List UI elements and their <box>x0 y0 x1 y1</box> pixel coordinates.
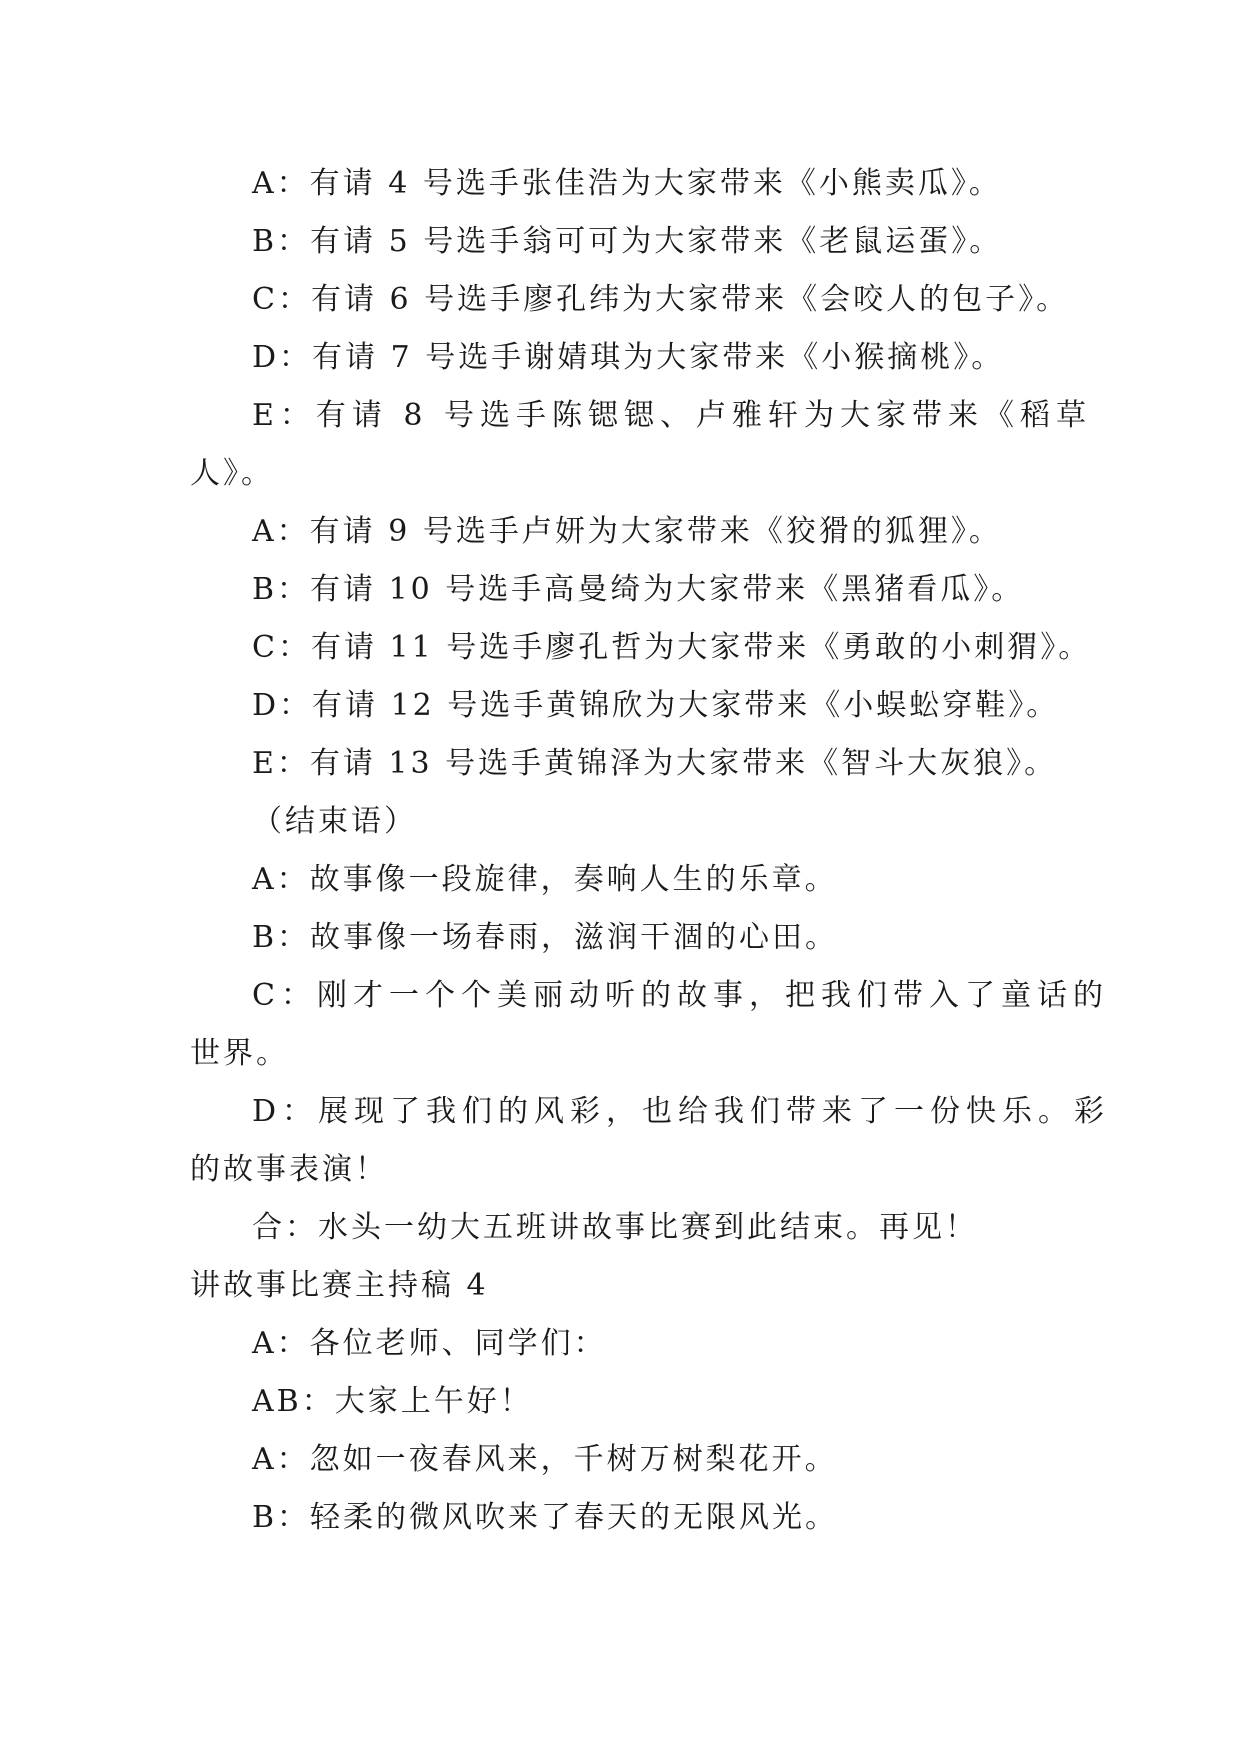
line-e-player-13: E：有请 13 号选手黄锦泽为大家带来《智斗大灰狼》。 <box>252 746 1058 781</box>
line-e-player-8-continued: 人》。 <box>190 456 274 491</box>
section-heading: 讲故事比赛主持稿 4 <box>190 1268 489 1303</box>
closing-remarks-label: （结束语） <box>252 804 417 839</box>
line-b-opening: B：轻柔的微风吹来了春天的无限风光。 <box>252 1500 839 1535</box>
line-d-player-12: D：有请 12 号选手黄锦欣为大家带来《小蜈蚣穿鞋》。 <box>252 688 1060 723</box>
line-c-closing: C：刚才一个个美丽动听的故事，把我们带入了童话的 <box>252 978 1109 1013</box>
line-b-player-5: B：有请 5 号选手翁可可为大家带来《老鼠运蛋》。 <box>252 224 1003 259</box>
line-c-player-6: C：有请 6 号选手廖孔纬为大家带来《会咬人的包子》。 <box>252 282 1070 317</box>
line-b-closing: B：故事像一场春雨，滋润干涸的心田。 <box>252 920 839 955</box>
line-b-player-10: B：有请 10 号选手高曼绮为大家带来《黑猪看瓜》。 <box>252 572 1025 607</box>
line-a-player-9: A：有请 9 号选手卢妍为大家带来《狡猾的狐狸》。 <box>252 514 1002 549</box>
line-together-closing: 合：水头一幼大五班讲故事比赛到此结束。再见！ <box>252 1210 978 1245</box>
document-body <box>190 155 1111 1547</box>
line-c-player-11: C：有请 11 号选手廖孔哲为大家带来《勇敢的小刺猬》。 <box>252 630 1092 665</box>
line-a-closing: A：故事像一段旋律，奏响人生的乐章。 <box>252 862 838 897</box>
line-a-greeting: A：各位老师、同学们： <box>252 1326 607 1361</box>
line-c-closing-continued: 世界。 <box>190 1036 289 1071</box>
line-a-opening: A：忽如一夜春风来，千树万树梨花开。 <box>252 1442 838 1477</box>
line-e-player-8: E：有请 8 号选手陈锶锶、卢雅轩为大家带来《稻草 <box>252 398 1093 433</box>
line-d-player-7: D：有请 7 号选手谢婧琪为大家带来《小猴摘桃》。 <box>252 340 1005 375</box>
line-a-player-4: A：有请 4 号选手张佳浩为大家带来《小熊卖瓜》。 <box>252 166 1002 201</box>
line-ab-greeting: AB：大家上午好！ <box>252 1384 533 1419</box>
line-d-closing: D：展现了我们的风彩，也给我们带来了一份快乐。彩 <box>252 1094 1111 1129</box>
line-d-closing-continued: 的故事表演！ <box>190 1152 388 1187</box>
